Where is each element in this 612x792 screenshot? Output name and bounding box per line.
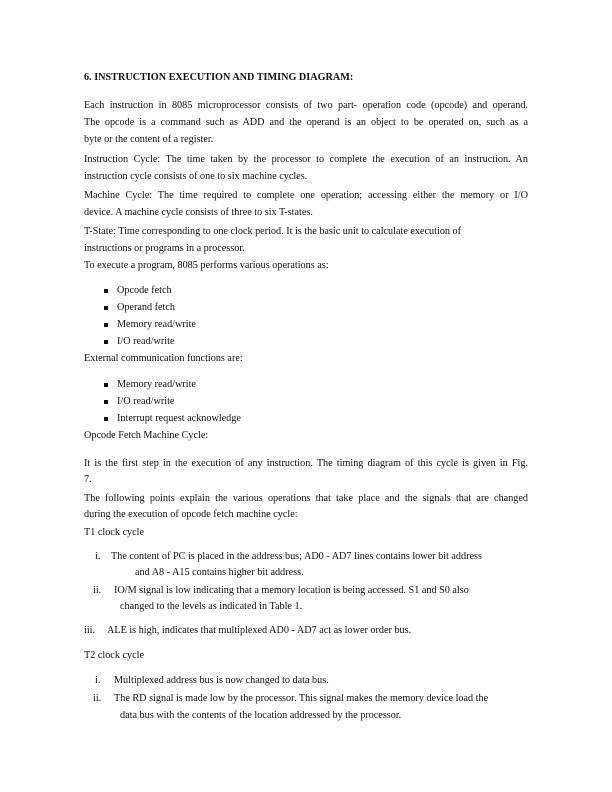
instruction-cycle-line: instruction cycle consists of one to six machine cycles. — [84, 171, 308, 182]
list-item: Memory read/write — [117, 319, 196, 330]
list-item: ALE is high, indicates that multiplexed AD0 - AD7 act as lower order bus. — [107, 625, 412, 636]
list-item: changed to the levels as indicated in Table 1. — [120, 601, 303, 612]
bullet-square-icon — [104, 417, 108, 421]
list-number: ii. — [93, 585, 102, 596]
list-item: Operand fetch — [117, 302, 175, 313]
instruction-cycle-line: Instruction Cycle: The time taken by the processor to complete the execution of an instruction. An — [84, 154, 528, 165]
intro-line: The opcode is a command such as ADD and the operand is an object to be operated on, such as a — [84, 117, 528, 128]
list-item: Opcode fetch — [117, 285, 172, 296]
list-number: i. — [95, 675, 101, 686]
list-item: and A8 - A15 contains higher bit address. — [135, 567, 304, 578]
list-item: The content of PC is placed in the address bus; AD0 - AD7 lines contains lower bit address — [111, 551, 482, 562]
list-item: The RD signal is made low by the processor. This signal makes the memory device load the — [114, 693, 489, 704]
first-step-line: It is the first step in the execution of any instruction. The timing diagram of this cycle is given in Fig. — [84, 458, 528, 469]
intro-line: Each instruction in 8085 microprocessor consists of two part- operation code (opcode) and operand. — [84, 100, 528, 111]
following-points-line: during the execution of opcode fetch machine cycle: — [84, 509, 298, 520]
bullet-square-icon — [104, 340, 108, 344]
list-item: IO/M signal is low indicating that a memory location is being accessed. S1 and S0 also — [114, 585, 469, 596]
list-item: I/O read/write — [117, 336, 175, 347]
list-item: Memory read/write — [117, 379, 196, 390]
execute-intro: To execute a program, 8085 performs various operations as: — [84, 260, 329, 271]
list-number: ii. — [93, 693, 102, 704]
bullet-square-icon — [104, 400, 108, 404]
list-item: Interrupt request acknowledge — [117, 413, 241, 424]
section-title: 6. INSTRUCTION EXECUTION AND TIMING DIAGRAM: — [84, 72, 354, 83]
bullet-square-icon — [104, 289, 108, 293]
list-item: data bus with the contents of the location addressed by the processor. — [120, 710, 402, 721]
bullet-square-icon — [104, 323, 108, 327]
list-item: Multiplexed address bus is now changed to data bus. — [114, 675, 329, 686]
intro-line: byte or the content of a register. — [84, 134, 214, 145]
t2-heading: T2 clock cycle — [84, 650, 144, 661]
t1-heading: T1 clock cycle — [84, 527, 144, 538]
list-number: i. — [95, 551, 101, 562]
following-points-line: The following points explain the various operations that take place and the signals that are changed — [84, 493, 528, 504]
bullet-square-icon — [104, 306, 108, 310]
machine-cycle-line: device. A machine cycle consists of three to six T-states. — [84, 207, 313, 218]
bullet-square-icon — [104, 383, 108, 387]
t-state-line: T-State: Time corresponding to one clock period. It is the basic unit to calculate execution of — [84, 226, 462, 237]
t-state-line: instructions or programs in a processor. — [84, 243, 245, 254]
opcode-fetch-heading: Opcode Fetch Machine Cycle: — [84, 430, 209, 441]
list-number: iii. — [84, 625, 96, 636]
external-intro: External communication functions are: — [84, 353, 243, 364]
first-step-line: 7. — [84, 474, 92, 485]
machine-cycle-line: Machine Cycle: The time required to complete one operation; accessing either the memory or I/O — [84, 190, 528, 201]
list-item: I/O read/write — [117, 396, 175, 407]
